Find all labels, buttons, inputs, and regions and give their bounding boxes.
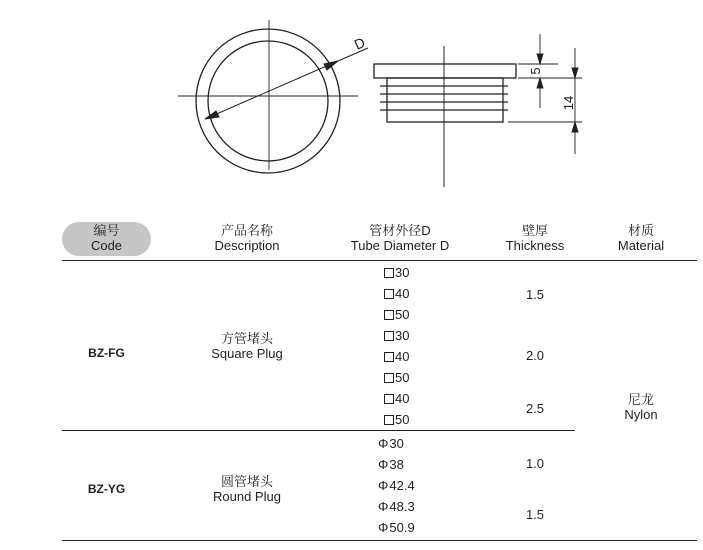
header-rule xyxy=(62,260,697,261)
material-nylon xyxy=(596,392,686,422)
thickness-value: 2.5 xyxy=(525,401,545,416)
square-size-row: 30 xyxy=(384,328,409,349)
diameter-symbol: Φ xyxy=(378,457,389,472)
group-separator-rule xyxy=(62,430,575,431)
diameter-symbol: Φ xyxy=(378,520,389,535)
square-icon xyxy=(384,268,394,278)
round-size-row: Φ42.4 xyxy=(378,478,415,493)
diameter-dimension xyxy=(205,48,368,119)
round-size-row: Φ30 xyxy=(378,436,404,451)
technical-drawing xyxy=(0,0,703,200)
header-description xyxy=(187,223,307,253)
header-tube-diameter xyxy=(330,223,470,253)
square-size-row: 30 xyxy=(384,265,409,286)
height-dimensions xyxy=(508,34,582,154)
diameter-symbol: Φ xyxy=(378,436,389,451)
header-code-cn: 编号 xyxy=(93,223,120,238)
code-bz-fg: BZ-FG xyxy=(88,346,125,360)
header-tube-cn: 管材外径D xyxy=(369,223,431,238)
thickness-value: 1.0 xyxy=(525,456,545,471)
diameter-symbol: Φ xyxy=(378,478,389,493)
header-tube-en: Tube Diameter D xyxy=(350,238,450,253)
square-icon xyxy=(384,352,394,362)
square-icon xyxy=(384,331,394,341)
square-icon xyxy=(384,415,394,425)
thickness-value: 1.5 xyxy=(525,507,545,522)
front-view-centerlines xyxy=(178,20,358,170)
header-material-en: Material xyxy=(617,238,665,253)
square-size-list xyxy=(384,265,409,433)
diameter-label: D xyxy=(351,34,368,53)
round-size-row: Φ48.3 xyxy=(378,499,415,514)
round-plug-cn: 圆管堵头 xyxy=(220,474,273,489)
round-size-row: Φ38 xyxy=(378,457,404,472)
code-bz-yg: BZ-YG xyxy=(87,482,126,496)
square-icon xyxy=(384,394,394,404)
material-cn: 尼龙 xyxy=(627,392,654,407)
description-round-plug xyxy=(187,474,307,504)
square-size-row: 50 xyxy=(384,412,409,433)
header-material-cn: 材质 xyxy=(627,223,654,238)
header-description-cn: 产品名称 xyxy=(220,223,273,238)
header-description-en: Description xyxy=(214,238,280,253)
round-size-list xyxy=(378,436,415,541)
square-size-row: 40 xyxy=(384,349,409,370)
square-size-row: 50 xyxy=(384,307,409,328)
plug-side-view xyxy=(374,64,516,122)
square-plug-en: Square Plug xyxy=(211,346,283,361)
thickness-value: 2.0 xyxy=(525,348,545,363)
header-thickness-en: Thickness xyxy=(505,238,565,253)
square-size-row: 50 xyxy=(384,370,409,391)
top-height-label: 5 xyxy=(528,67,543,75)
header-thickness xyxy=(490,223,580,253)
total-height-label: 14 xyxy=(561,95,576,111)
thickness-value: 1.5 xyxy=(525,287,545,302)
square-icon xyxy=(384,289,394,299)
material-en: Nylon xyxy=(624,407,658,422)
round-size-row: Φ50.9 xyxy=(378,520,415,535)
diameter-symbol: Φ xyxy=(378,499,389,514)
header-thickness-cn: 壁厚 xyxy=(521,223,548,238)
description-square-plug xyxy=(187,331,307,361)
square-size-row: 40 xyxy=(384,286,409,307)
square-plug-cn: 方管堵头 xyxy=(220,331,273,346)
round-plug-en: Round Plug xyxy=(213,489,281,504)
square-icon xyxy=(384,373,394,383)
header-material xyxy=(596,223,686,253)
square-icon xyxy=(384,310,394,320)
plug-front-view xyxy=(196,29,340,173)
header-code xyxy=(62,223,151,253)
square-size-row: 40 xyxy=(384,391,409,412)
header-code-en: Code xyxy=(90,238,123,253)
